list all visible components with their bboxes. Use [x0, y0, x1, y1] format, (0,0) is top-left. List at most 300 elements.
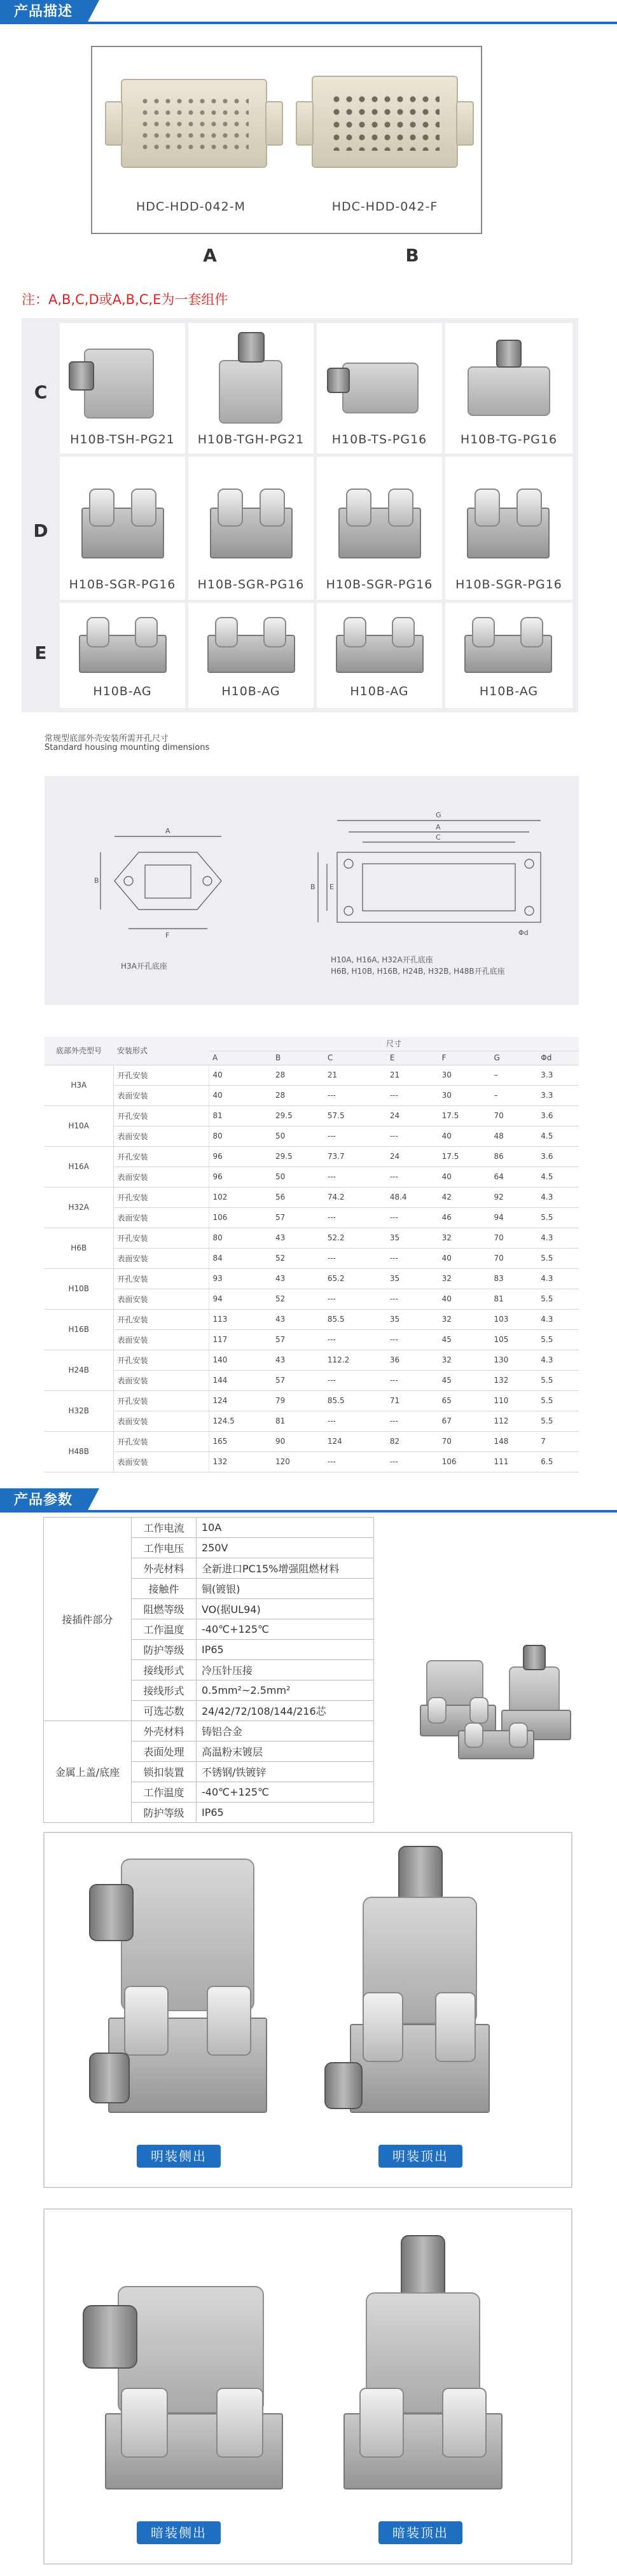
- caption-bulkhead-side: 暗装侧出: [137, 2521, 221, 2544]
- cell-dimension: 40: [209, 1065, 272, 1085]
- cell-dimension: 4.3: [537, 1187, 579, 1207]
- caption-bulkhead-top: 暗装顶出: [378, 2521, 462, 2544]
- cell-dimension: 80: [209, 1126, 272, 1146]
- cell-dimension: 35: [386, 1309, 438, 1329]
- cell-dimension: 3.3: [537, 1085, 579, 1105]
- cell-dimension: 52.2: [324, 1228, 386, 1248]
- col-header-dim: E: [386, 1051, 438, 1065]
- cell-dimension: 94: [209, 1289, 272, 1309]
- table-row: [45, 1167, 579, 1187]
- inserts-frame: [91, 46, 482, 234]
- cell-dimension: 5.5: [537, 1207, 579, 1228]
- table-row: [45, 1085, 579, 1105]
- cell-dimension: 7: [537, 1431, 579, 1451]
- cell-dimension: 132: [209, 1451, 272, 1472]
- cell-dimension: 65: [438, 1390, 490, 1411]
- dim-label-b: B: [94, 876, 99, 885]
- cell-dimension: ---: [386, 1248, 438, 1268]
- param-key: 工作电压: [132, 1538, 197, 1558]
- cell-dimension: 36: [386, 1350, 438, 1370]
- cell-dimension: 4.3: [537, 1268, 579, 1289]
- h3a-hole: [203, 876, 212, 885]
- cell-dimension: 90: [272, 1431, 324, 1451]
- cell-dimension: ---: [386, 1329, 438, 1350]
- locking-lever: [215, 617, 238, 647]
- table-row: [45, 1105, 579, 1126]
- row-letter-d: D: [33, 520, 48, 541]
- col-header-dim: A: [209, 1051, 272, 1065]
- table-row: [45, 1228, 579, 1248]
- locking-lever: [207, 1986, 251, 2056]
- locking-lever: [435, 1992, 476, 2062]
- cell-dimension: 24: [386, 1105, 438, 1126]
- dim-label-a: A: [436, 823, 441, 831]
- cell-dimension: 46: [438, 1207, 490, 1228]
- locking-lever: [472, 617, 495, 647]
- locking-lever: [263, 617, 286, 647]
- cell-dimension: ---: [386, 1451, 438, 1472]
- cell-mount-type: 开孔安装: [113, 1350, 209, 1370]
- locking-lever: [89, 488, 114, 527]
- cell-dimension: 4.5: [537, 1126, 579, 1146]
- cell-dimension: 5.5: [537, 1248, 579, 1268]
- param-key: 外壳材料: [132, 1721, 197, 1742]
- insert-b-letter: B: [405, 245, 419, 266]
- cell-dimension: 32: [438, 1228, 490, 1248]
- base-hole: [525, 859, 534, 868]
- cell-dimension: 92: [490, 1187, 537, 1207]
- dims-title-cn: 常规型底部外壳安装所需开孔尺寸: [45, 734, 169, 744]
- cell-dimension: 48: [490, 1126, 537, 1146]
- cell-dimension: 112.2: [324, 1350, 386, 1370]
- housing-model: H10B-AG: [93, 684, 152, 698]
- cell-mount-type: 表面安装: [113, 1167, 209, 1187]
- cell-dimension: 4.3: [537, 1309, 579, 1329]
- cell-mount-type: 表面安装: [113, 1451, 209, 1472]
- locking-lever: [87, 617, 109, 647]
- caption-surface-side: 明装侧出: [137, 2145, 221, 2168]
- param-key: 防护等级: [132, 1803, 197, 1823]
- h3a-cutout-drawing: [101, 836, 221, 929]
- cell-dimension: 130: [490, 1350, 537, 1370]
- insert-b-flange-left: [296, 101, 314, 146]
- table-row: [45, 1289, 579, 1309]
- cell-dimension: 96: [209, 1167, 272, 1187]
- cell-dimension: 21: [324, 1065, 386, 1085]
- cell-dimension: 74.2: [324, 1187, 386, 1207]
- cell-dimension: 17.5: [438, 1146, 490, 1167]
- cell-model: H32A: [45, 1187, 113, 1228]
- housing-model: H10B-TG-PG16: [460, 433, 558, 447]
- cell-dimension: 32: [438, 1268, 490, 1289]
- cell-mount-type: 表面安装: [113, 1370, 209, 1390]
- cell-dimension: 120: [272, 1451, 324, 1472]
- cell-dimension: 5.5: [537, 1411, 579, 1431]
- housing-cell: [60, 323, 185, 454]
- h3a-hole: [124, 876, 133, 885]
- table-row: [45, 1187, 579, 1207]
- param-value: 0.5mm²~2.5mm²: [197, 1680, 374, 1701]
- housing-cell: [445, 323, 572, 454]
- table-row: [45, 1411, 579, 1431]
- cell-dimension: 110: [490, 1390, 537, 1411]
- housing-model: H10B-SGR-PG16: [326, 578, 433, 592]
- cell-dimension: 70: [490, 1248, 537, 1268]
- cell-dimension: 93: [209, 1268, 272, 1289]
- cell-dimension: 50: [272, 1167, 324, 1187]
- dimension-table: [45, 1037, 579, 1472]
- cell-dimension: 80: [209, 1228, 272, 1248]
- cell-dimension: 40: [209, 1085, 272, 1105]
- cell-dimension: 40: [438, 1289, 490, 1309]
- hood-image: [342, 363, 419, 413]
- cell-dimension: 102: [209, 1187, 272, 1207]
- cell-dimension: 57.5: [324, 1105, 386, 1126]
- locking-lever: [469, 1697, 489, 1724]
- table-row: [45, 1268, 579, 1289]
- locking-lever: [363, 1992, 403, 2062]
- cell-dimension: 50: [272, 1126, 324, 1146]
- housing-cell: [188, 323, 314, 454]
- cell-dimension: 117: [209, 1329, 272, 1350]
- dims-caption-left: H3A开孔底座: [121, 962, 167, 971]
- cell-dimension: ---: [324, 1248, 386, 1268]
- cell-dimension: 29.5: [272, 1146, 324, 1167]
- cell-dimension: 29.5: [272, 1105, 324, 1126]
- cable-gland: [327, 368, 350, 393]
- insert-a-model: HDC-HDD-042-M: [136, 200, 246, 214]
- row-letter-e: E: [34, 642, 47, 663]
- housing-cell: [317, 603, 442, 708]
- h3a-outline: [114, 852, 221, 910]
- hood-image: [468, 366, 550, 416]
- housing-cell: [60, 603, 185, 708]
- insert-a-flange-right: [265, 101, 283, 146]
- housing-cell: [188, 603, 314, 708]
- table-row: [45, 1390, 579, 1411]
- cell-dimension: ---: [386, 1167, 438, 1187]
- base-outline: [337, 852, 541, 922]
- param-key: 接线形式: [132, 1660, 197, 1680]
- cell-mount-type: 开孔安装: [113, 1228, 209, 1248]
- cell-dimension: 132: [490, 1370, 537, 1390]
- cell-dimension: 71: [386, 1390, 438, 1411]
- locking-lever: [131, 488, 156, 527]
- dim-label-c: C: [436, 833, 441, 841]
- cell-dimension: 40: [438, 1167, 490, 1187]
- cable-gland: [69, 361, 94, 391]
- cell-dimension: 124.5: [209, 1411, 272, 1431]
- insert-pins: [330, 93, 440, 150]
- cell-dimension: 5.5: [537, 1390, 579, 1411]
- cell-dimension: ---: [324, 1167, 386, 1187]
- housing-cell: [445, 603, 572, 708]
- dim-label-e: E: [329, 883, 334, 891]
- cell-dimension: –: [490, 1065, 537, 1085]
- cable-gland: [523, 1645, 546, 1670]
- cell-dimension: 57: [272, 1370, 324, 1390]
- cell-model: H16B: [45, 1309, 113, 1350]
- param-group: 金属上盖/底座: [44, 1721, 132, 1823]
- locking-lever: [442, 2388, 487, 2458]
- locking-lever: [520, 617, 543, 647]
- table-row: [45, 1451, 579, 1472]
- cable-gland: [83, 2305, 137, 2369]
- cell-model: H32B: [45, 1390, 113, 1431]
- cell-dimension: ---: [386, 1085, 438, 1105]
- assembled-connectors-image: [413, 1641, 585, 1768]
- locking-lever: [516, 488, 542, 527]
- housing-model: H10B-TS-PG16: [331, 433, 427, 447]
- param-key: 可选芯数: [132, 1701, 197, 1721]
- section-title: 产品参数: [0, 1488, 87, 1513]
- cell-dimension: ---: [386, 1126, 438, 1146]
- cell-mount-type: 开孔安装: [113, 1187, 209, 1207]
- locking-lever: [343, 617, 366, 647]
- cell-dimension: 165: [209, 1431, 272, 1451]
- cell-model: H24B: [45, 1350, 113, 1390]
- param-value: IP65: [197, 1803, 374, 1823]
- param-value: 铜(镀银): [197, 1579, 374, 1599]
- locking-lever: [218, 488, 243, 527]
- housing-model: H10B-SGR-PG16: [197, 578, 305, 592]
- table-row: [45, 1370, 579, 1390]
- cable-gland: [398, 1846, 443, 1903]
- locking-lever: [509, 1722, 528, 1748]
- cell-dimension: 103: [490, 1309, 537, 1329]
- cell-dimension: 40: [438, 1248, 490, 1268]
- cell-dimension: 43: [272, 1350, 324, 1370]
- locking-lever: [216, 2388, 263, 2458]
- cell-dimension: 96: [209, 1146, 272, 1167]
- cell-mount-type: 开孔安装: [113, 1105, 209, 1126]
- section-header-params: [0, 1488, 617, 1513]
- cell-mount-type: 表面安装: [113, 1411, 209, 1431]
- col-header-dim: G: [490, 1051, 537, 1065]
- cell-dimension: 81: [490, 1289, 537, 1309]
- table-row: [45, 1350, 579, 1370]
- cell-dimension: 82: [386, 1431, 438, 1451]
- param-value: -40℃+125℃: [197, 1782, 374, 1803]
- cell-dimension: ---: [324, 1370, 386, 1390]
- locking-lever: [121, 2388, 168, 2458]
- cell-mount-type: 表面安装: [113, 1085, 209, 1105]
- param-key: 锁扣装置: [132, 1762, 197, 1782]
- table-row: [45, 1065, 579, 1085]
- locking-lever: [124, 1986, 169, 2056]
- housing-model: H10B-TSH-PG21: [70, 433, 175, 447]
- col-header-type: 安装形式: [113, 1037, 209, 1065]
- cell-dimension: 81: [272, 1411, 324, 1431]
- housing-model: H10B-TGH-PG21: [197, 433, 305, 447]
- insert-b-image: [312, 76, 458, 168]
- mounting-diagram: [45, 776, 579, 1005]
- cell-dimension: ---: [324, 1126, 386, 1146]
- housing-model: H10B-AG: [350, 684, 409, 698]
- param-key: 外壳材料: [132, 1558, 197, 1579]
- cell-dimension: 70: [490, 1228, 537, 1248]
- cell-model: H6B: [45, 1228, 113, 1268]
- cell-dimension: 106: [209, 1207, 272, 1228]
- cell-model: H10B: [45, 1268, 113, 1309]
- cable-gland: [89, 1884, 134, 1941]
- cell-model: H10A: [45, 1105, 113, 1146]
- locking-lever: [260, 488, 285, 527]
- param-value: 24/42/72/108/144/216芯: [197, 1701, 374, 1721]
- locking-lever: [464, 1722, 483, 1748]
- cell-dimension: 79: [272, 1390, 324, 1411]
- cell-dimension: 67: [438, 1411, 490, 1431]
- cell-dimension: ---: [386, 1411, 438, 1431]
- table-row: [45, 1126, 579, 1146]
- cell-mount-type: 表面安装: [113, 1207, 209, 1228]
- cell-dimension: 94: [490, 1207, 537, 1228]
- dim-label-a: A: [165, 827, 170, 835]
- dim-label-f: F: [165, 931, 170, 939]
- cell-dimension: 28: [272, 1085, 324, 1105]
- insert-pins: [139, 95, 249, 151]
- table-row: [45, 1146, 579, 1167]
- housing-cell: [445, 457, 572, 600]
- cell-dimension: 45: [438, 1329, 490, 1350]
- param-key: 防护等级: [132, 1640, 197, 1660]
- param-value: 铸铝合金: [197, 1721, 374, 1742]
- insert-b-model: HDC-HDD-042-F: [331, 200, 438, 214]
- cell-dimension: 42: [438, 1187, 490, 1207]
- row-letter-c: C: [34, 382, 48, 403]
- cell-dimension: 32: [438, 1350, 490, 1370]
- param-value: VO(据UL94): [197, 1599, 374, 1619]
- housing-grid: [22, 318, 578, 712]
- cell-dimension: 30: [438, 1065, 490, 1085]
- dim-label-phi-d: Φd: [518, 929, 529, 937]
- cell-dimension: 43: [272, 1228, 324, 1248]
- cell-model: H16A: [45, 1146, 113, 1187]
- cell-dimension: 57: [272, 1207, 324, 1228]
- param-key: 阻燃等级: [132, 1599, 197, 1619]
- locking-lever: [475, 488, 500, 527]
- param-key: 接线形式: [132, 1680, 197, 1701]
- cell-dimension: 52: [272, 1248, 324, 1268]
- cell-model: H3A: [45, 1065, 113, 1105]
- cell-dimension: 112: [490, 1411, 537, 1431]
- insert-a-image: [121, 79, 267, 168]
- cell-dimension: 124: [209, 1390, 272, 1411]
- param-group: 接插件部分: [44, 1518, 132, 1721]
- col-header-dim: C: [324, 1051, 386, 1065]
- table-row: [45, 1431, 579, 1451]
- cell-dimension: 85.5: [324, 1309, 386, 1329]
- cell-dimension: 81: [209, 1105, 272, 1126]
- housing-model: H10B-SGR-PG16: [455, 578, 562, 592]
- cell-dimension: 113: [209, 1309, 272, 1329]
- cell-dimension: 45: [438, 1370, 490, 1390]
- table-row: [45, 1309, 579, 1329]
- param-key: 表面处理: [132, 1742, 197, 1762]
- table-row: [45, 1329, 579, 1350]
- hood-image: [84, 349, 154, 419]
- cell-dimension: 70: [490, 1105, 537, 1126]
- cell-mount-type: 开孔安装: [113, 1309, 209, 1329]
- col-header-dim: B: [272, 1051, 324, 1065]
- cell-dimension: ---: [386, 1207, 438, 1228]
- cell-dimension: 6.5: [537, 1451, 579, 1472]
- cell-dimension: 64: [490, 1167, 537, 1187]
- dim-label-b: B: [310, 883, 315, 891]
- cell-dimension: ---: [386, 1289, 438, 1309]
- dims-caption-right-1: H10A, H16A, H32A开孔底座: [331, 955, 433, 964]
- cell-mount-type: 表面安装: [113, 1329, 209, 1350]
- locking-lever: [392, 617, 415, 647]
- cell-dimension: 24: [386, 1146, 438, 1167]
- param-value: 10A: [197, 1518, 374, 1538]
- col-header-size: 尺寸: [209, 1037, 579, 1051]
- insert-a-flange-left: [105, 101, 123, 146]
- cell-dimension: –: [490, 1085, 537, 1105]
- locking-lever: [346, 488, 371, 527]
- col-header-model: 底部外壳型号: [45, 1037, 113, 1065]
- cell-dimension: 83: [490, 1268, 537, 1289]
- col-header-dim: Φd: [537, 1051, 579, 1065]
- housing-model: H10B-AG: [221, 684, 281, 698]
- cell-dimension: 144: [209, 1370, 272, 1390]
- cell-dimension: 4.3: [537, 1350, 579, 1370]
- locking-lever: [359, 2388, 404, 2458]
- cell-dimension: 5.5: [537, 1370, 579, 1390]
- cable-gland: [401, 2235, 445, 2299]
- cell-dimension: 4.3: [537, 1228, 579, 1248]
- cell-dimension: ---: [324, 1451, 386, 1472]
- cell-dimension: 111: [490, 1451, 537, 1472]
- table-row: [45, 1207, 579, 1228]
- cell-mount-type: 表面安装: [113, 1126, 209, 1146]
- insert-b-flange-right: [456, 101, 474, 146]
- housing-model: H10B-AG: [479, 684, 539, 698]
- cell-dimension: 148: [490, 1431, 537, 1451]
- cable-gland: [324, 2062, 363, 2109]
- h3a-cutout: [145, 865, 191, 898]
- cell-dimension: ---: [324, 1329, 386, 1350]
- param-value: -40℃+125℃: [197, 1619, 374, 1640]
- cell-dimension: ---: [324, 1289, 386, 1309]
- base-hole: [344, 906, 353, 915]
- param-value: 不锈钢/铁镀锌: [197, 1762, 374, 1782]
- param-value: 高温粉末镀层: [197, 1742, 374, 1762]
- param-key: 工作温度: [132, 1619, 197, 1640]
- cell-dimension: 65.2: [324, 1268, 386, 1289]
- cell-mount-type: 开孔安装: [113, 1065, 209, 1085]
- cell-mount-type: 开孔安装: [113, 1390, 209, 1411]
- cell-dimension: ---: [386, 1370, 438, 1390]
- param-key: 工作电流: [132, 1518, 197, 1538]
- cell-mount-type: 表面安装: [113, 1289, 209, 1309]
- cell-dimension: 57: [272, 1329, 324, 1350]
- photo-panel-bulkhead: [43, 2208, 572, 2565]
- param-value: IP65: [197, 1640, 374, 1660]
- locking-lever: [388, 488, 413, 527]
- cell-dimension: 48.4: [386, 1187, 438, 1207]
- param-value: 250V: [197, 1538, 374, 1558]
- section-title: 产品描述: [0, 0, 87, 24]
- params-table: [43, 1517, 374, 1823]
- cell-dimension: 28: [272, 1065, 324, 1085]
- cell-dimension: 40: [438, 1126, 490, 1146]
- hood-image: [509, 1666, 560, 1715]
- cell-dimension: 105: [490, 1329, 537, 1350]
- cell-dimension: 3.6: [537, 1105, 579, 1126]
- dims-title-en: Standard housing mounting dimensions: [45, 743, 210, 752]
- cell-dimension: 30: [438, 1085, 490, 1105]
